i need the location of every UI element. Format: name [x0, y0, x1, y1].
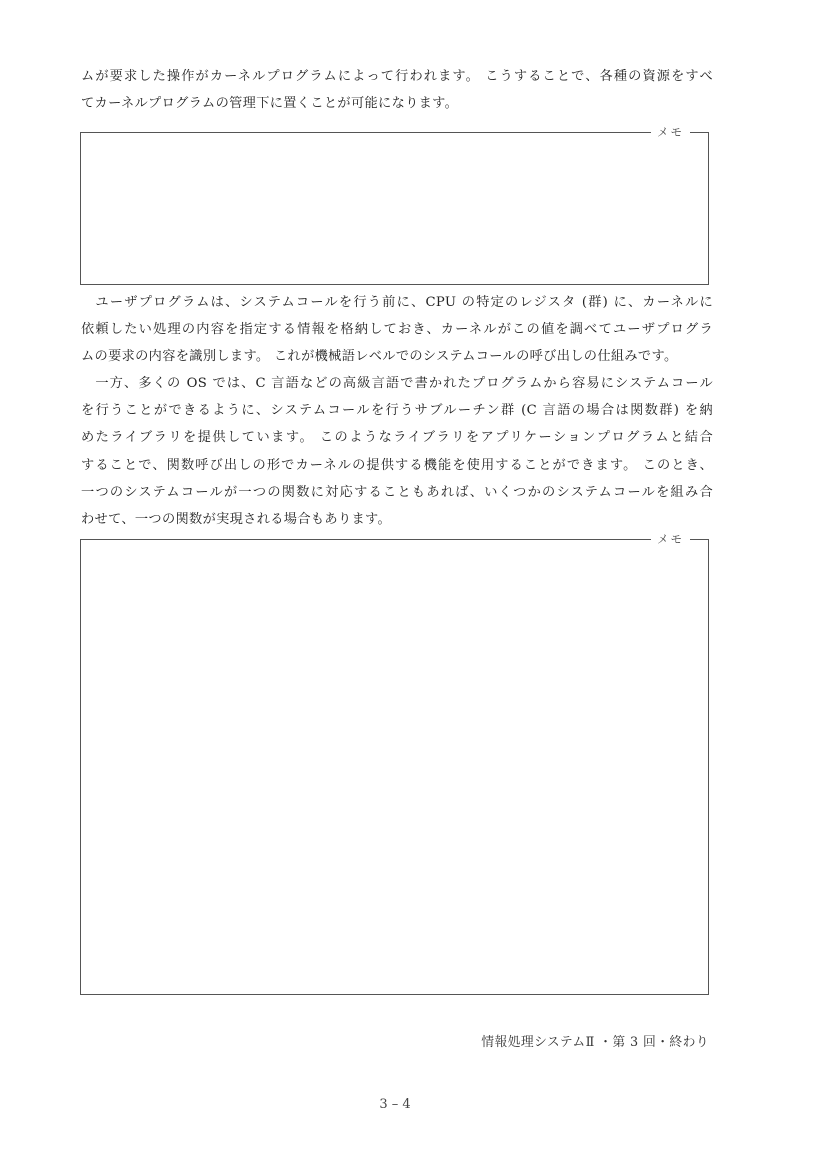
- end-note: 情報処理システムⅡ ・第 3 回・終わり: [481, 1035, 709, 1050]
- memo-label: メモ: [651, 531, 690, 547]
- text-line: ムが要求した操作がカーネルプログラムによって行われます。 こうすることで、各種の資源をすべ: [81, 69, 713, 84]
- text-line: めたライブラリを提供しています。 このようなライブラリをアプリケーションプログラムと結合: [81, 430, 713, 446]
- memo-label: メモ: [651, 124, 690, 140]
- memo-box-1[interactable]: [80, 125, 709, 285]
- paragraph-user-program: [81, 289, 713, 371]
- memo-box-2[interactable]: [80, 532, 709, 995]
- text-line: 一方、多くの OS では、C 言語などの高級言語で書かれたプログラムから容易にシステムコール: [81, 376, 713, 391]
- text-line: わせて、一つの関数が実現される場合もあります。: [81, 512, 392, 528]
- text-line: 依頼したい処理の内容を指定する情報を格納しておき、カーネルがこの値を調べてユーザプログラ: [81, 322, 713, 338]
- page-number: 3 – 4: [379, 1097, 411, 1112]
- text-line: を行うことができるように、システムコールを行うサブルーチン群 (C 言語の場合は関数群) を納: [81, 403, 713, 419]
- text-line: てカーネルプログラムの管理下に置くことが可能になります。: [81, 96, 459, 112]
- text-line: することで、関数呼び出しの形でカーネルの提供する機能を使用することができます。 このとき、: [81, 457, 713, 473]
- text-line: 一つのシステムコールが一つの関数に対応することもあれば、いくつかのシステムコールを組み合: [81, 484, 713, 500]
- text-line: ムの要求の内容を識別します。 これが機械語レベルでのシステムコールの呼び出しの仕組みです。: [81, 349, 678, 365]
- text-line: ユーザプログラムは、システムコールを行う前に、CPU の特定のレジスタ (群) に、カーネルに: [81, 295, 713, 310]
- paragraph-library: [81, 370, 713, 533]
- paragraph-continuation: [81, 63, 713, 117]
